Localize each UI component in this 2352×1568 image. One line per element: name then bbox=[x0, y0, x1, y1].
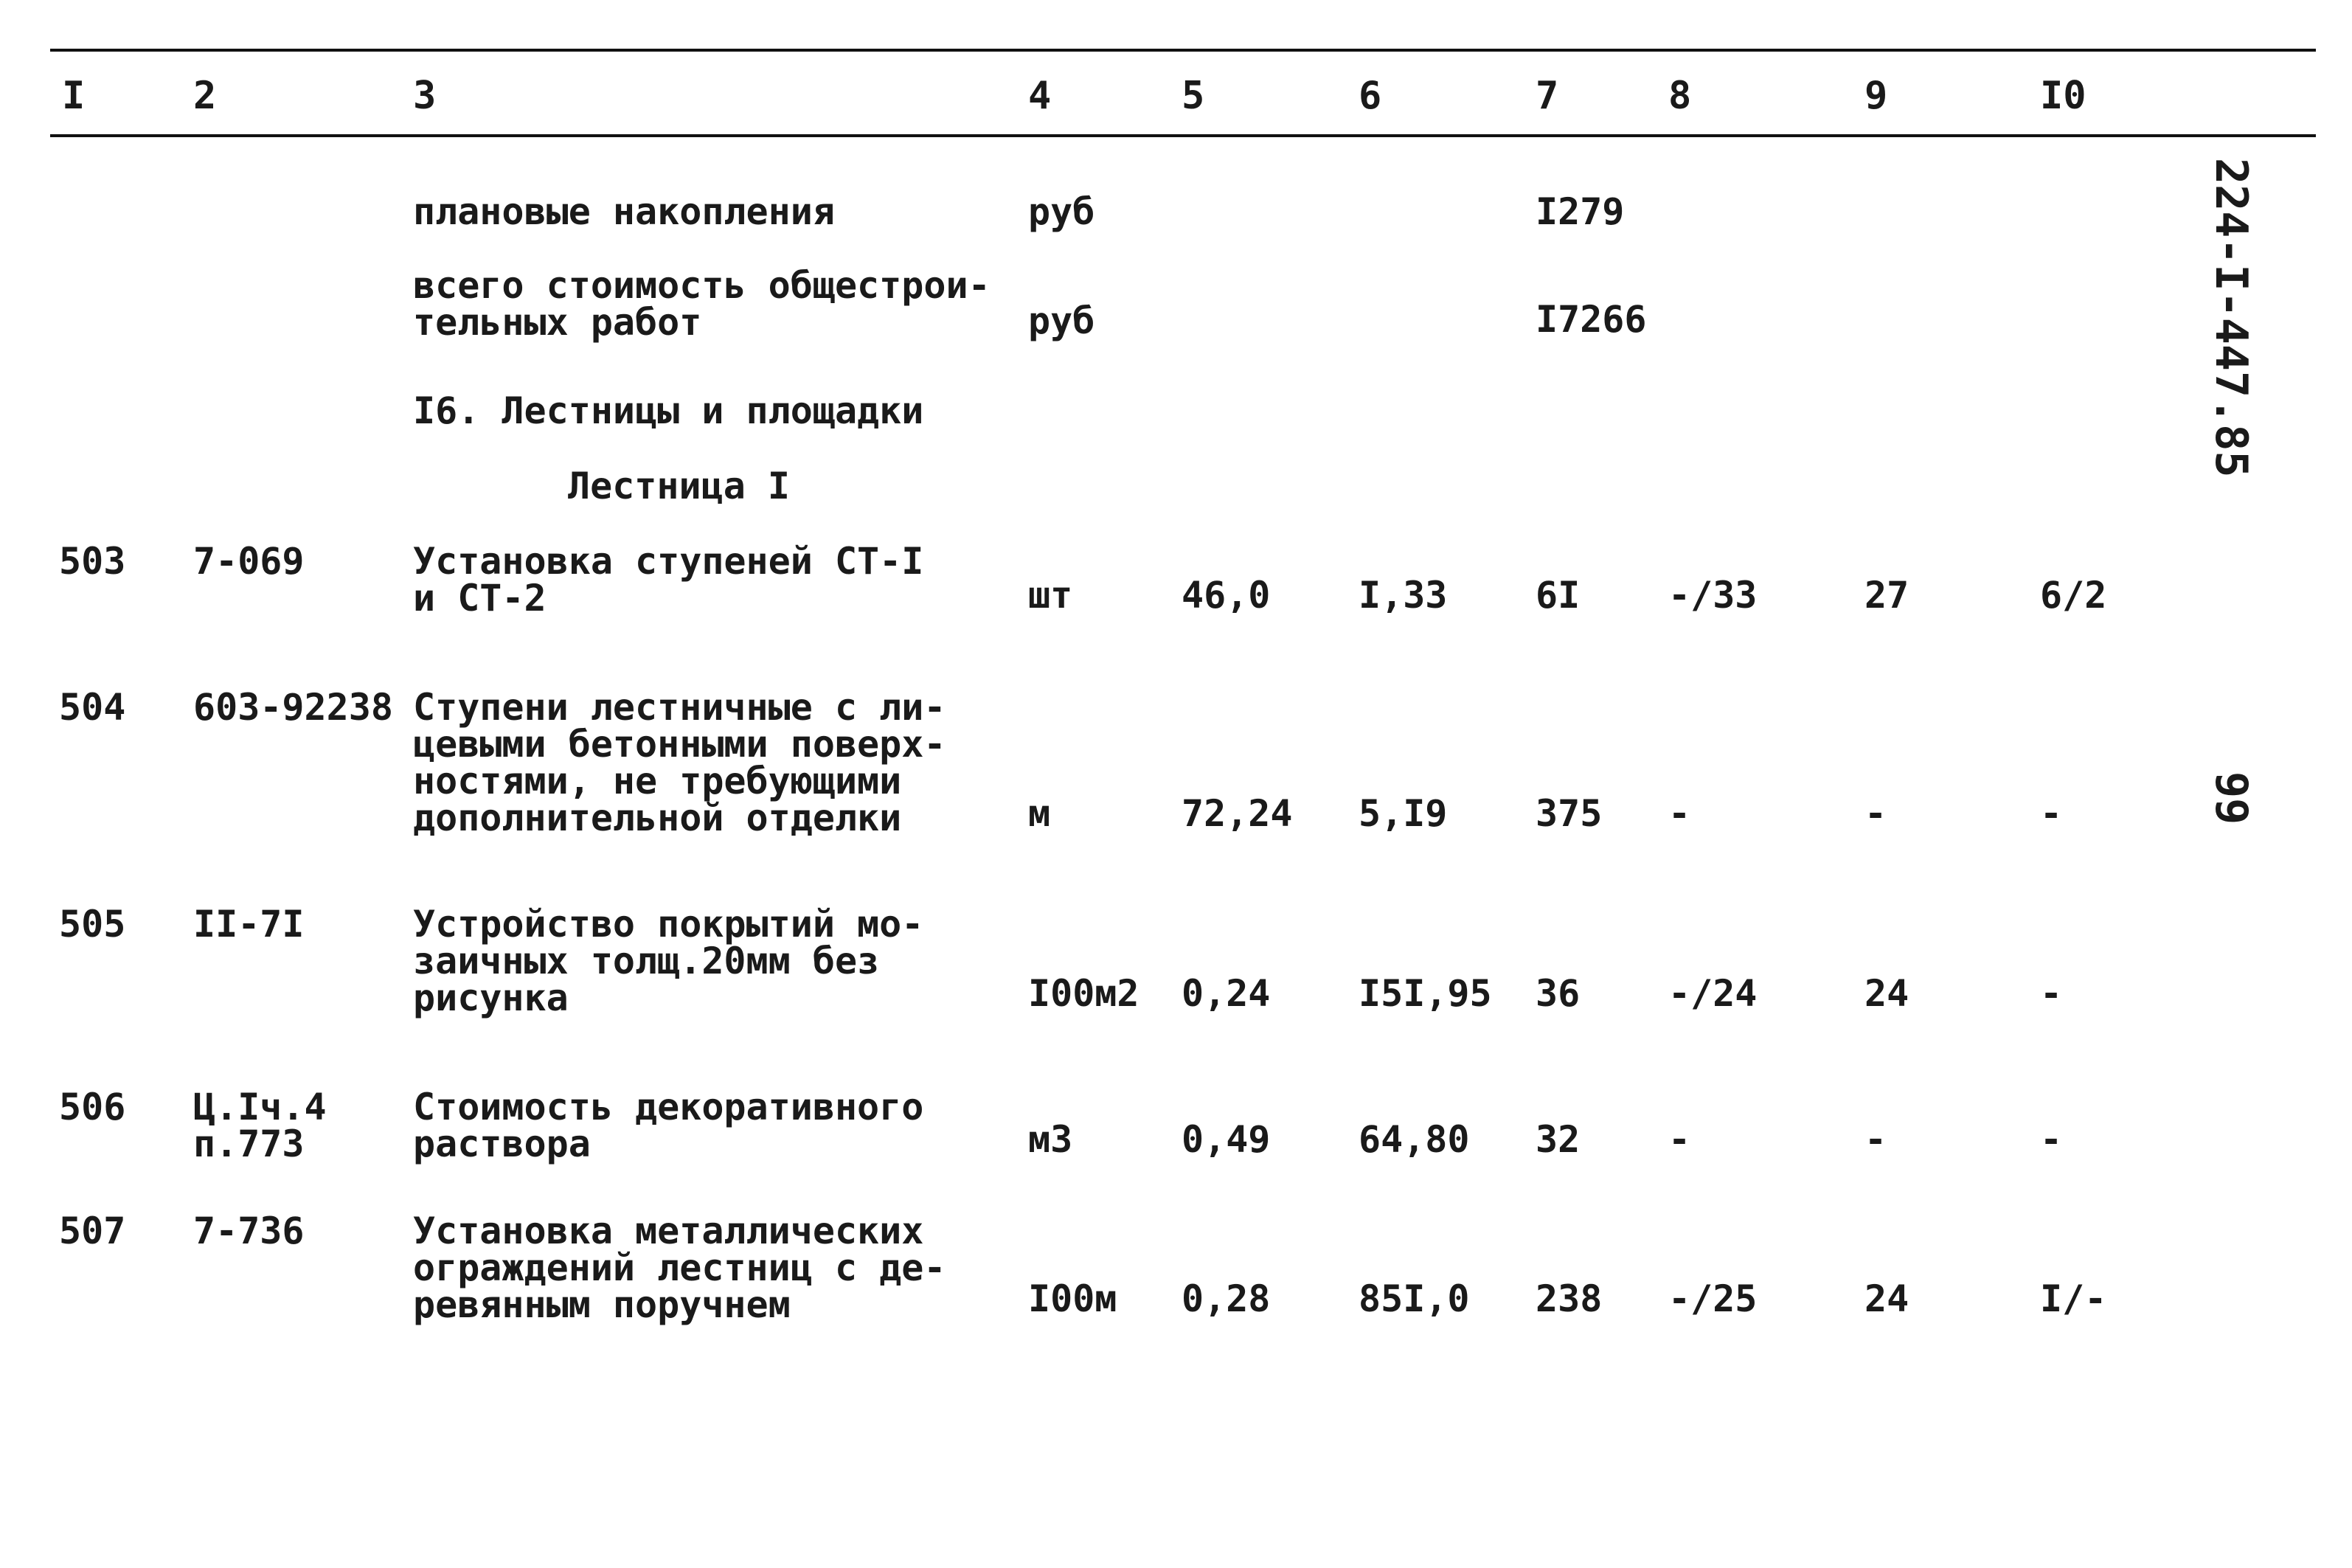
row-503-col8: -/33 bbox=[1668, 574, 1758, 617]
row-1-description: всего стоимость общестрои- тельных работ bbox=[413, 264, 991, 344]
row-507-col10: I/- bbox=[2040, 1277, 2107, 1320]
row-505-code: II-7I bbox=[193, 903, 305, 946]
row-507-number: 507 bbox=[59, 1210, 126, 1252]
row-504-number: 504 bbox=[59, 686, 126, 729]
row-503-price: I,33 bbox=[1359, 574, 1448, 617]
row-505-description: Устройство покрытий мо- заичных толщ.20мм без рисунка bbox=[413, 903, 924, 1019]
document-code: 224-I-447.85 bbox=[2205, 158, 2257, 478]
row-0-total: I279 bbox=[1536, 190, 1625, 233]
row-504-col10: - bbox=[2040, 792, 2063, 835]
row-505-col9: 24 bbox=[1864, 972, 1909, 1015]
row-503-code: 7-069 bbox=[193, 540, 305, 583]
row-503-col10: 6/2 bbox=[2040, 574, 2107, 617]
column-header-10: I0 bbox=[2040, 74, 2086, 118]
row-504-col9: - bbox=[1864, 792, 1887, 835]
row-503-quantity: 46,0 bbox=[1182, 574, 1271, 617]
row-504-unit: м bbox=[1028, 792, 1051, 835]
column-header-2: 2 bbox=[193, 74, 217, 118]
row-0-unit: руб bbox=[1028, 190, 1095, 233]
row-504-price: 5,I9 bbox=[1359, 792, 1448, 835]
row-507-price: 85I,0 bbox=[1359, 1277, 1470, 1320]
row-505-price: I5I,95 bbox=[1359, 972, 1492, 1015]
top-rule bbox=[50, 49, 2316, 52]
row-505-unit: I00м2 bbox=[1028, 972, 1139, 1015]
row-1-unit: руб bbox=[1028, 299, 1095, 342]
column-header-7: 7 bbox=[1536, 74, 1559, 118]
row-506-total: 32 bbox=[1536, 1118, 1581, 1161]
row-505-quantity: 0,24 bbox=[1182, 972, 1271, 1015]
row-504-code: 603-92238 bbox=[193, 686, 393, 729]
column-header-4: 4 bbox=[1028, 74, 1052, 118]
column-header-9: 9 bbox=[1864, 74, 1888, 118]
row-507-description: Установка металлических ограждений лестниц с де- ревянным поручнем bbox=[413, 1210, 946, 1326]
row-505-col10: - bbox=[2040, 972, 2063, 1015]
row-504-description: Ступени лестничные с ли- цевыми бетонными поверх- ностями, не требующими дополнительной отделки bbox=[413, 686, 946, 839]
row-506-price: 64,80 bbox=[1359, 1118, 1470, 1161]
row-507-col9: 24 bbox=[1864, 1277, 1909, 1320]
column-header-3: 3 bbox=[413, 74, 437, 118]
row-504-total: 375 bbox=[1536, 792, 1603, 835]
header-rule bbox=[50, 134, 2316, 137]
row-0-description: плановые накопления bbox=[413, 190, 835, 233]
row-506-number: 506 bbox=[59, 1086, 126, 1128]
row-507-total: 238 bbox=[1536, 1277, 1603, 1320]
column-header-1: I bbox=[62, 74, 86, 118]
row-503-unit: шт bbox=[1028, 574, 1073, 617]
row-506-col9: - bbox=[1864, 1118, 1887, 1161]
row-503-total: 6I bbox=[1536, 574, 1581, 617]
row-507-col8: -/25 bbox=[1668, 1277, 1758, 1320]
column-header-8: 8 bbox=[1668, 74, 1692, 118]
page-number: 99 bbox=[2205, 771, 2257, 825]
row-504-quantity: 72,24 bbox=[1182, 792, 1293, 835]
row-503-col9: 27 bbox=[1864, 574, 1909, 617]
column-header-5: 5 bbox=[1182, 74, 1205, 118]
subsection-heading: Лестница I bbox=[568, 465, 791, 507]
row-506-unit: м3 bbox=[1028, 1118, 1073, 1161]
row-506-code: Ц.Iч.4 п.773 bbox=[193, 1086, 327, 1165]
row-506-quantity: 0,49 bbox=[1182, 1118, 1271, 1161]
row-1-total: I7266 bbox=[1536, 298, 1647, 341]
row-506-description: Стоимость декоративного раствора bbox=[413, 1086, 924, 1165]
row-503-description: Установка ступеней СТ-I и СТ-2 bbox=[413, 540, 924, 620]
row-505-number: 505 bbox=[59, 903, 126, 946]
row-505-col8: -/24 bbox=[1668, 972, 1758, 1015]
row-503-number: 503 bbox=[59, 540, 126, 583]
row-505-total: 36 bbox=[1536, 972, 1581, 1015]
column-header-6: 6 bbox=[1359, 74, 1382, 118]
row-506-col8: - bbox=[1668, 1118, 1691, 1161]
section-heading: I6. Лестницы и площадки bbox=[413, 389, 924, 432]
row-507-code: 7-736 bbox=[193, 1210, 305, 1252]
row-506-col10: - bbox=[2040, 1118, 2063, 1161]
row-507-quantity: 0,28 bbox=[1182, 1277, 1271, 1320]
row-504-col8: - bbox=[1668, 792, 1691, 835]
row-507-unit: I00м bbox=[1028, 1277, 1117, 1320]
